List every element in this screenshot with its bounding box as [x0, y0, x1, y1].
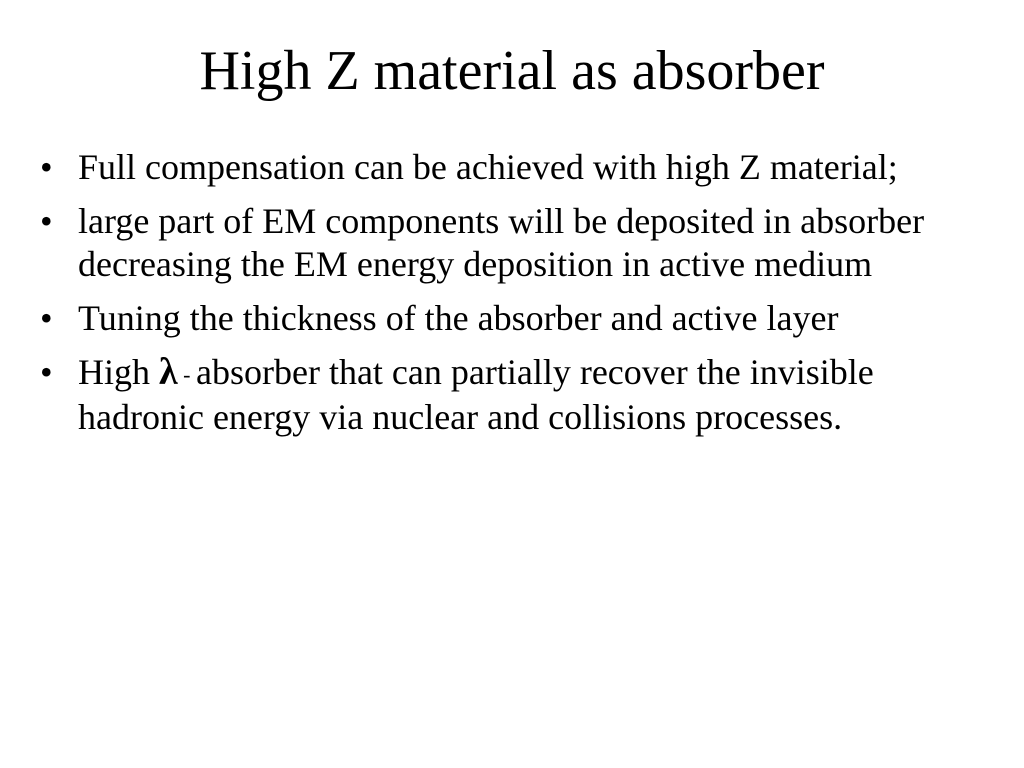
bullet-text: absorber that can partially recover the invisible hadronic energy via nuclear and collisions processes. [78, 352, 874, 437]
lambda-symbol: λ [159, 351, 178, 393]
bullet-text: Tuning the thickness of the absorber and active layer [78, 298, 839, 338]
bullet-item [34, 146, 1004, 189]
bullet-text: large part of EM components will be deposited in absorber decreasing the EM energy deposition in active medium [78, 201, 925, 284]
bullet-item [34, 200, 1004, 286]
bullet-list [34, 146, 1004, 450]
bullet-marker: • [40, 352, 53, 392]
bullet-prefix: High [78, 352, 159, 392]
bullet-marker: • [40, 147, 53, 187]
bullet-item [34, 351, 1004, 439]
bullet-marker: • [40, 201, 53, 241]
bullet-text: Full compensation can be achieved with high Z material; [78, 147, 898, 187]
bullet-item [34, 297, 1004, 340]
slide-title: High Z material as absorber [199, 40, 825, 102]
bullet-marker: • [40, 298, 53, 338]
dash-separator: - [177, 362, 196, 387]
